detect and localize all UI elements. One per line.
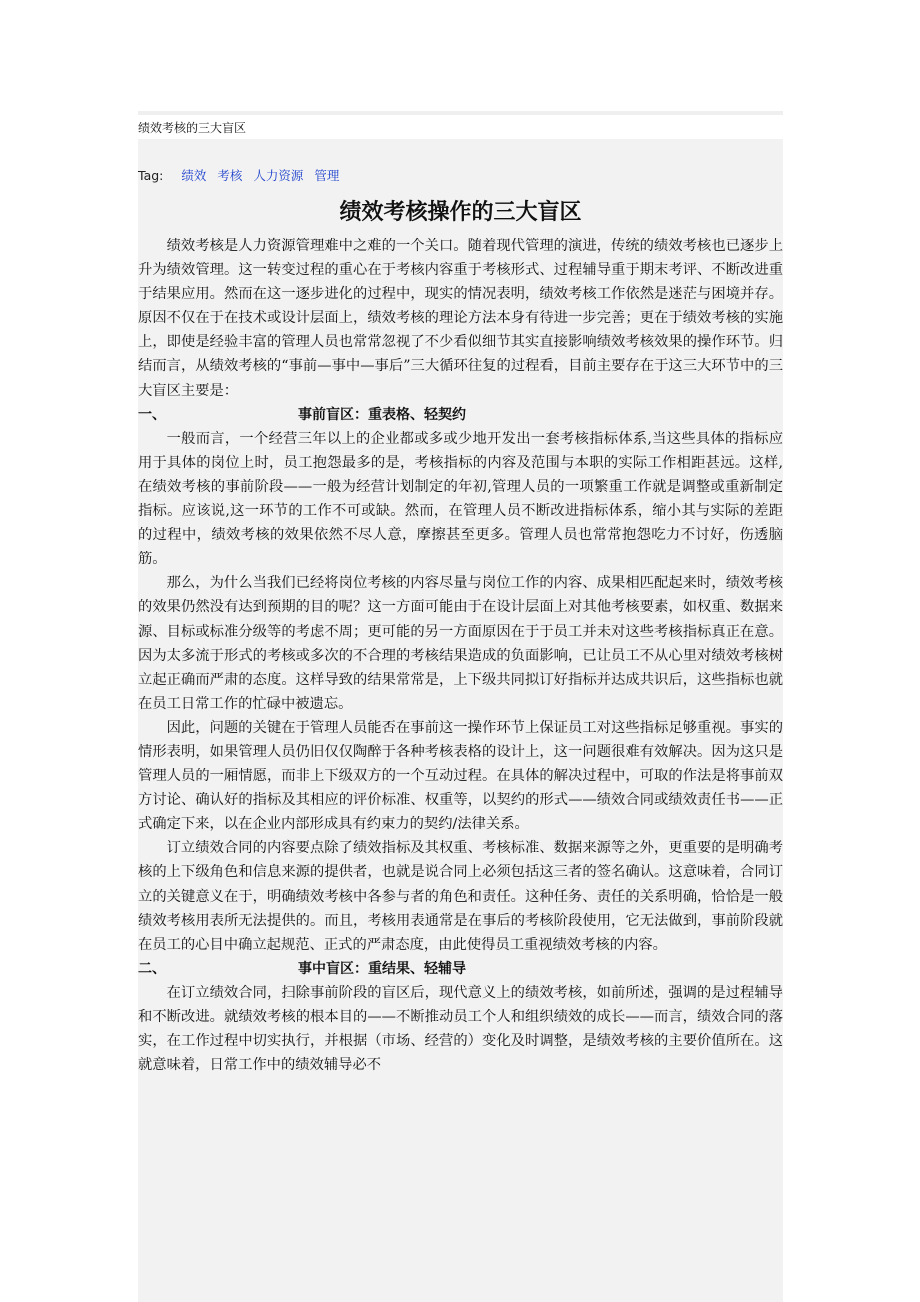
section-heading-1 <box>138 403 783 427</box>
body-paragraph: 因此，问题的关键在于管理人员能否在事前这一操作环节上保证员工对这些指标足够重视。事实的情形表明，如果管理人员仍旧仅仅陶醉于各种考核表格的设计上，这一问题很难有效解决。因为这只是管理人员的一厢情愿，而非上下级双方的一个互动过程。在具体的解决过程中，可取的作法是将事前双方讨论、确认好的指标及其相应的评价标准、权重等，以契约的形式——绩效合同或绩效责任书——正式确定下来，以在企业内部形成具有约束力的契约/法律关系。 <box>138 719 783 833</box>
tag-link-hr[interactable]: 人力资源 <box>253 168 304 183</box>
tag-label: Tag: <box>138 168 164 183</box>
top-divider <box>138 111 783 115</box>
tag-link-performance[interactable]: 绩效 <box>181 168 207 183</box>
article-title: 绩效考核操作的三大盲区 <box>339 200 582 225</box>
tag-link-assessment[interactable]: 考核 <box>217 168 243 183</box>
section-number: 一、 <box>138 406 166 423</box>
article-body <box>138 234 783 1077</box>
body-paragraph: 那么，为什么当我们已经将岗位考核的内容尽量与岗位工作的内容、成果相匹配起来时，绩效考核的效果仍然没有达到预期的目的呢？这一方面可能由于在设计层面上对其他考核要素，如权重、数据来源、目标或标准分级等的考虑不周；更可能的另一方面原因在于于员工并未对这些考核指标真正在意。因为太多流于形式的考核或多次的不合理的考核结果造成的负面影响，已让员工不从心里对绩效考核树立起正确而严肃的态度。这样导致的结果常常是，上下级共同拟订好指标并达成共识后，这些指标也就在员工日常工作的忙碌中被遗忘。 <box>138 575 783 712</box>
tag-link-management[interactable]: 管理 <box>314 168 340 183</box>
tag-row <box>138 167 346 185</box>
body-paragraph: 订立绩效合同的内容要点除了绩效指标及其权重、考核标准、数据来源等之外，更重要的是明确考核的上下级角色和信息来源的提供者，也就是说合同上必须包括这三者的签名确认。这意味着，合同订立的关键意义在于，明确绩效考核中各参与者的角色和责任。这种任务、责任的关系明确，恰恰是一般绩效考核用表所无法提供的。而且，考核用表通常是在事后的考核阶段使用，它无法做到，事前阶段就在员工的心目中确立起规范、正式的严肃态度，由此使得员工重视绩效考核的内容。 <box>138 840 783 953</box>
section-heading-2 <box>138 957 783 981</box>
section-number: 二、 <box>138 960 166 977</box>
document-title: 绩效考核的三大盲区 <box>138 121 247 135</box>
body-paragraph: 一般而言，一个经营三年以上的企业都或多或少地开发出一套考核指标体系,当这些具体的指标应用于具体的岗位上时，员工抱怨最多的是，考核指标的内容及范围与本职的实际工作相距甚远。这样,在绩效考核的事前阶段——一般为经营计划制定的年初,管理人员的一项繁重工作就是调整或重新制定指标。应该说,这一环节的工作不可或缺。然而，在管理人员不断改进指标体系，缩小其与实际的差距的过程中，绩效考核的效果依然不尽人意，摩擦甚至更多。管理人员也常常抱怨吃力不讨好，伤透脑筋。 <box>138 430 783 568</box>
body-paragraph: 在订立绩效合同，扫除事前阶段的盲区后，现代意义上的绩效考核，如前所述，强调的是过程辅导和不断改进。就绩效考核的根本目的——不断推动员工个人和组织绩效的成长——而言，绩效合同的落实，在工作过程中切实执行，并根据（市场、经营的）变化及时调整，是绩效考核的主要价值所在。这就意味着，日常工作中的绩效辅导必不 <box>138 984 783 1074</box>
section-title: 事前盲区：重表格、轻契约 <box>298 406 466 423</box>
intro-paragraph: 绩效考核是人力资源管理难中之难的一个关口。随着现代管理的演进，传统的绩效考核也已逐步上升为绩效管理。这一转变过程的重心在于考核内容重于考核形式、过程辅导重于期末考评、不断改进重于结果应用。然而在这一逐步进化的过程中，现实的情况表明，绩效考核工作依然是迷茫与困境并存。原因不仅在于在技术或设计层面上，绩效考核的理论方法本身有待进一步完善；更在于绩效考核的实施上，即使是经验丰富的管理人员也常常忽视了不少看似细节其实直接影响绩效考核效果的操作环节。归结而言，从绩效考核的“事前—事中—事后”三大循环往复的过程看，目前主要存在于这三大环节中的三大盲区主要是： <box>138 238 783 399</box>
section-title: 事中盲区：重结果、轻辅导 <box>298 960 466 977</box>
